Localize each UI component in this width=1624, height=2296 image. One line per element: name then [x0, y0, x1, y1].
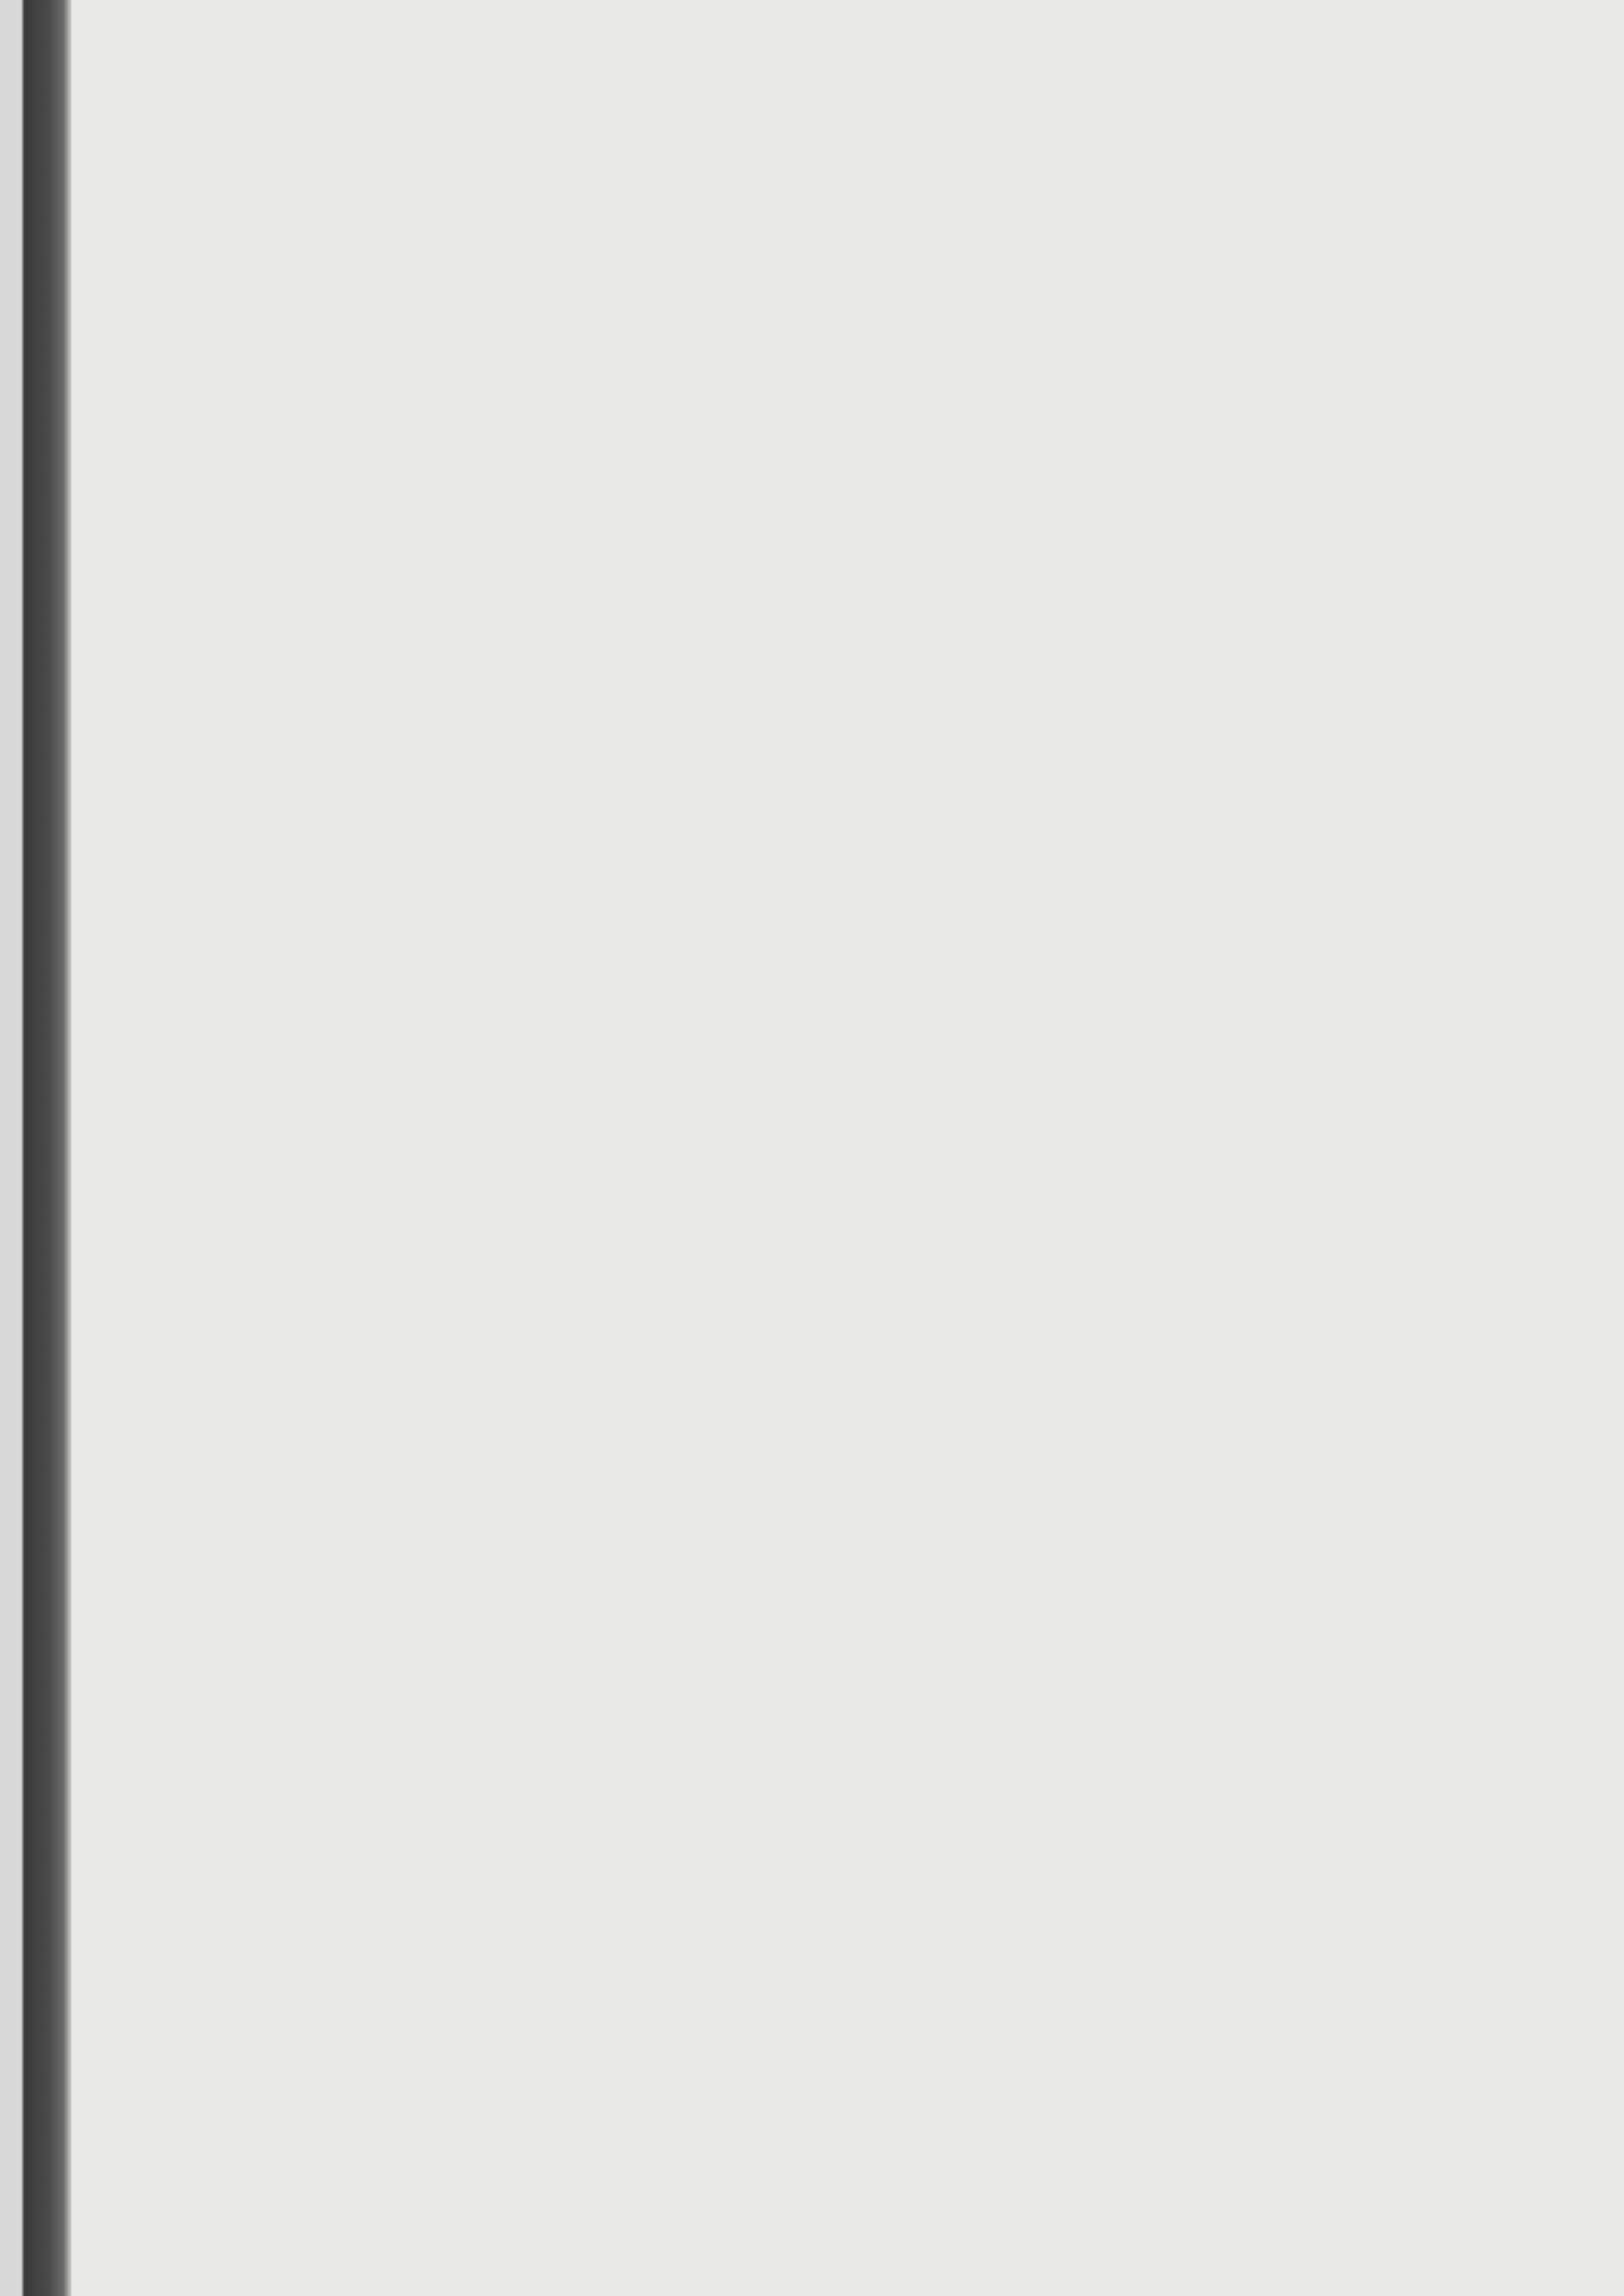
document-page [114, 0, 1453, 2296]
running-header [114, 91, 1453, 132]
page-binding-edge [0, 0, 71, 2296]
